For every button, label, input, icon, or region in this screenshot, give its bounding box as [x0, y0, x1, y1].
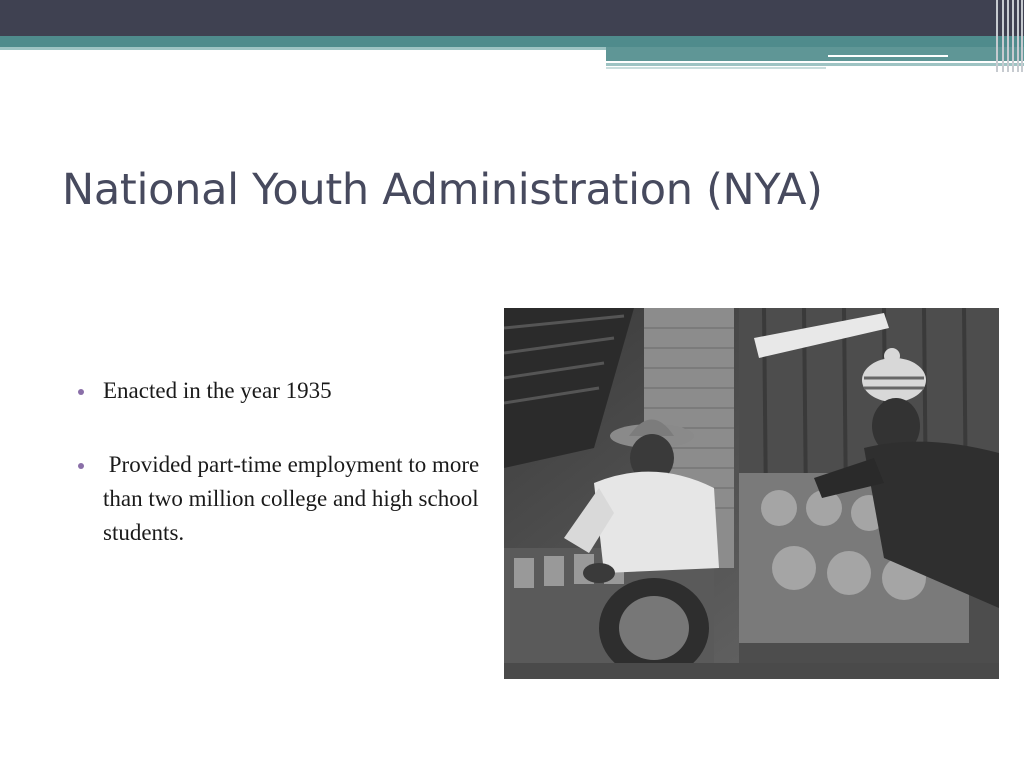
slide-title: National Youth Administration (NYA)	[62, 165, 823, 215]
bullet-item	[78, 374, 498, 408]
photograph-icon	[504, 308, 999, 679]
bullet-text: Enacted in the year 1935	[103, 378, 332, 403]
header-band	[0, 0, 1024, 72]
bullet-list	[78, 374, 498, 590]
header-teal-bar	[0, 36, 1024, 47]
header-step-bar	[606, 47, 1024, 61]
slide-photo	[504, 308, 999, 679]
bullet-text: Provided part-time employment to more than two million college and high school students.	[103, 452, 485, 545]
header-stripe	[606, 63, 1024, 66]
bullet-dot-icon	[78, 389, 84, 395]
bullet-dot-icon	[78, 463, 84, 469]
header-vertical-lines	[994, 0, 1024, 72]
header-stripe	[606, 67, 826, 69]
header-dark-bar	[0, 0, 1024, 36]
bullet-item	[78, 448, 498, 550]
header-stripe	[828, 55, 948, 57]
